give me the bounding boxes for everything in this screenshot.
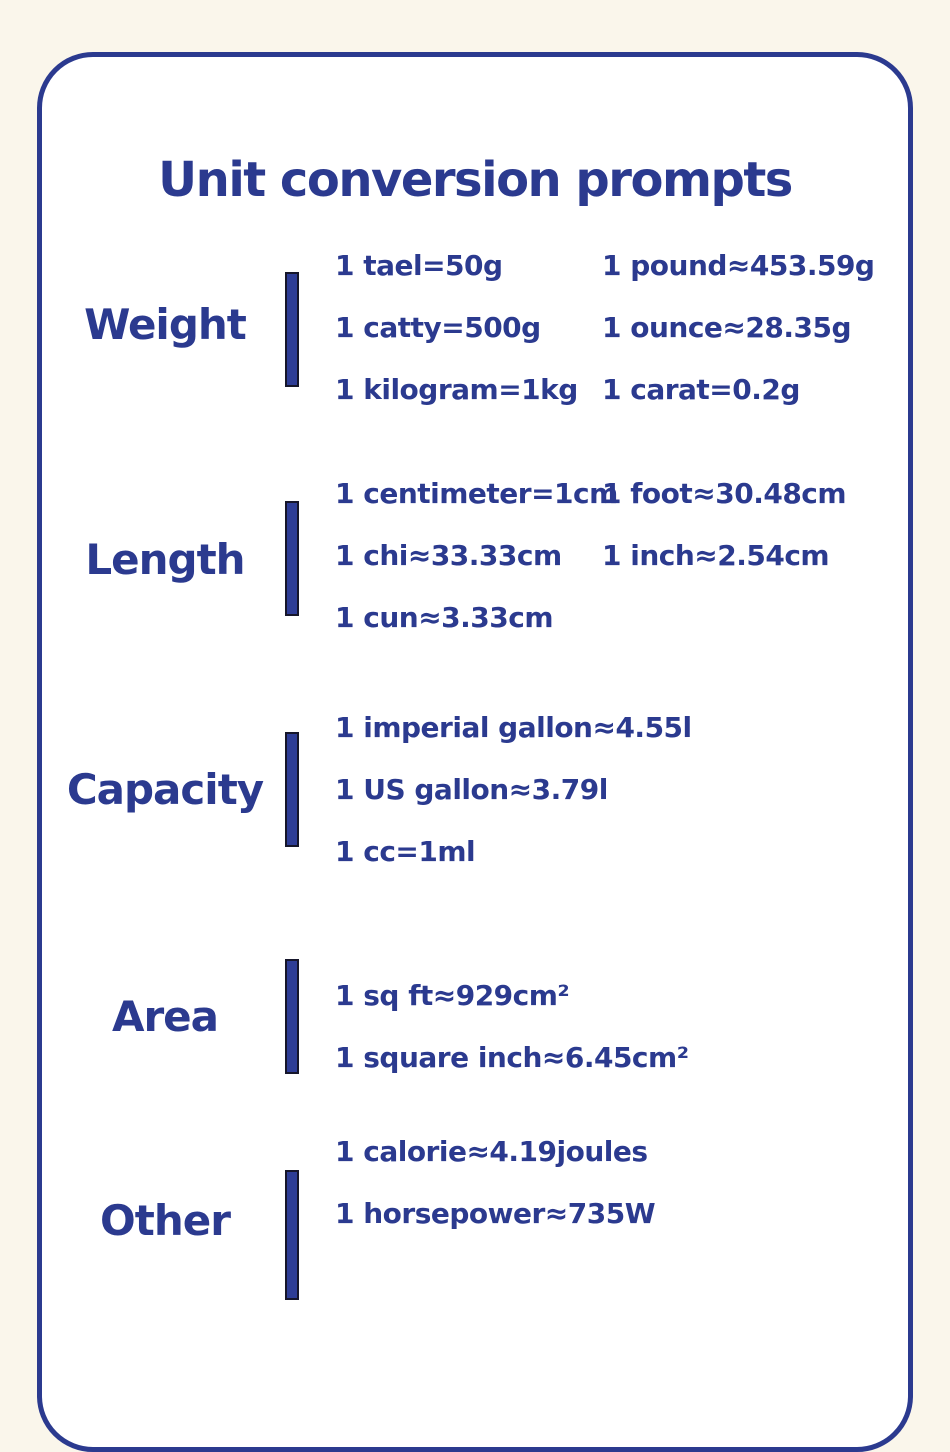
section-divider-bar <box>285 1170 299 1300</box>
section-divider-bar <box>285 501 299 616</box>
conversion-item: 1 foot≈30.48cm <box>602 477 847 510</box>
conversion-item: 1 catty=500g <box>335 311 541 344</box>
section-label-length: Length <box>85 535 245 584</box>
section-divider-bar <box>285 732 299 847</box>
conversion-item: 1 square inch≈6.45cm² <box>335 1041 689 1074</box>
conversion-item: 1 tael=50g <box>335 249 503 282</box>
conversion-item: 1 chi≈33.33cm <box>335 539 562 572</box>
section-divider-bar <box>285 272 299 387</box>
section-label-weight: Weight <box>84 300 246 349</box>
conversion-item: 1 inch≈2.54cm <box>602 539 830 572</box>
conversion-item: 1 cun≈3.33cm <box>335 601 554 634</box>
conversion-item: 1 cc=1ml <box>335 835 476 868</box>
section-divider-bar <box>285 959 299 1074</box>
conversion-item: 1 calorie≈4.19joules <box>335 1135 648 1168</box>
section-label-capacity: Capacity <box>66 765 264 814</box>
conversion-item: 1 kilogram=1kg <box>335 373 578 406</box>
conversion-item: 1 pound≈453.59g <box>602 249 875 282</box>
conversion-item: 1 US gallon≈3.79l <box>335 773 608 806</box>
section-label-other: Other <box>100 1196 230 1245</box>
section-label-area: Area <box>111 992 219 1041</box>
conversion-item: 1 horsepower≈735W <box>335 1197 656 1230</box>
conversion-item: 1 centimeter=1cm <box>335 477 618 510</box>
conversion-item: 1 carat=0.2g <box>602 373 800 406</box>
conversion-item: 1 imperial gallon≈4.55l <box>335 711 692 744</box>
conversion-item: 1 sq ft≈929cm² <box>335 979 570 1012</box>
page-title: Unit conversion prompts <box>158 152 792 209</box>
conversion-item: 1 ounce≈28.35g <box>602 311 851 344</box>
